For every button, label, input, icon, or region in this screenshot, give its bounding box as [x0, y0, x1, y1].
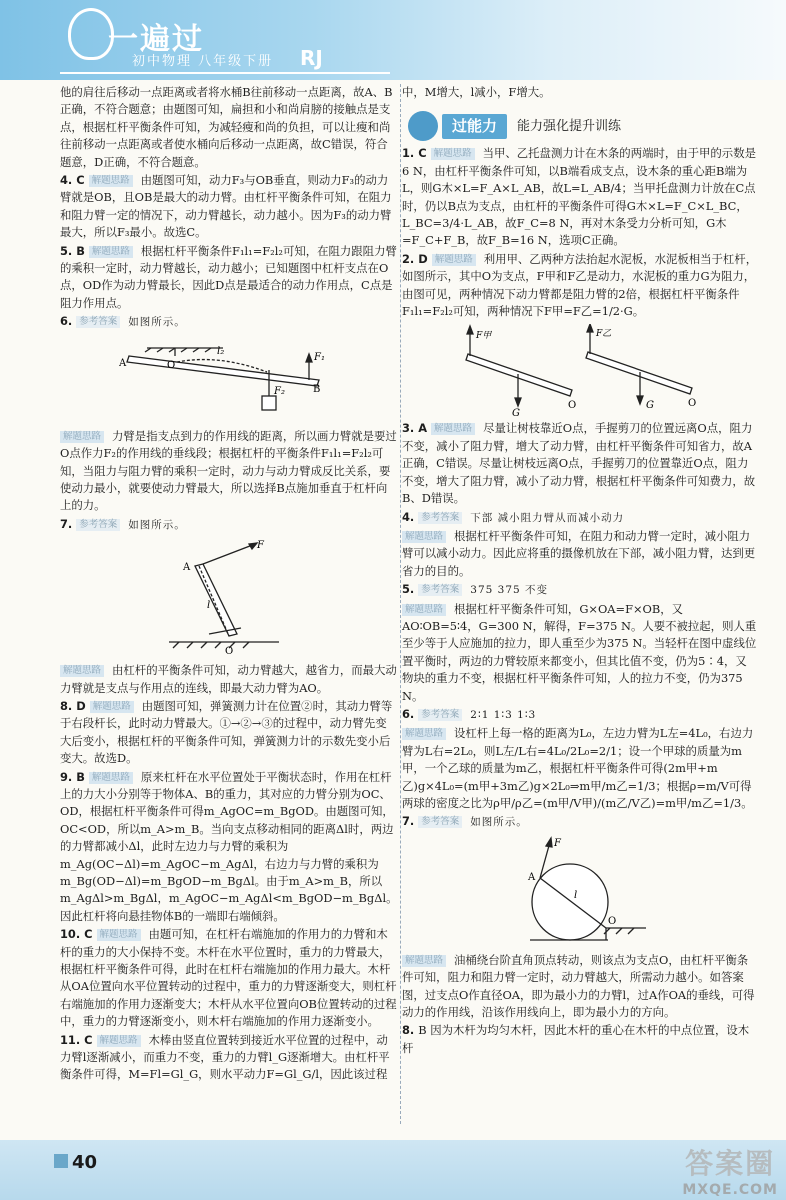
continued-paragraph: 他的肩往后移动一点距离或者将水桶B往前移动一点距离，故A、B正确，不符合题意；由题图可知，扁担和小和尚肩膀的接触点是支点，根据杠杆平衡条件可知，为减轻瘦和尚的负担，可以让瘦和尚往前移动一点距离或者使水桶向后移动一点距离，故C错误，符合题意，D正确，不符合题意。 [60, 85, 393, 169]
item-number: 5. [402, 582, 415, 597]
answer-item-11 [60, 1032, 398, 1084]
answer-item-6 [60, 313, 398, 331]
item-number: 8. [402, 1023, 415, 1038]
section-title: 能力强化提升训练 [517, 118, 622, 134]
item-text: 利用甲、乙两种方法抬起水泥板，水泥板相当于杠杆，如图所示，其中O为支点，F甲和F乙是动力，水泥板的重力G为阻力，由图可见，两种情况下动力臂都是阻力臂的2倍，根据杠杆平衡条件F₁l₁=F₂l₂可知，两种情况下F甲=F乙=1/2·G。 [402, 251, 758, 319]
answer-item-r6 [402, 706, 758, 724]
analysis-tag: 解题思路 [402, 531, 446, 543]
lever-figure-7 [149, 538, 309, 658]
answer-item-r5 [402, 581, 758, 599]
analysis-tag: 解题思路 [402, 955, 446, 967]
item-number: 6. [402, 706, 415, 721]
item-text: 尽量让树枝靠近O点，手握剪刀的位置远离O点，阻力不变，减小了阻力臂，增大了动力臂，由杠杆平衡条件可知省力，故A正确，C错误。尽量让树枝远离O点，手握剪刀的位置靠近O点，阻力不变，增大了阻力臂，减小了动力臂，根据杠杆平衡条件可知费力，故B、D错误。 [402, 421, 756, 506]
watermark-url: MXQE.COM [682, 1182, 778, 1198]
answer-item-8 [60, 698, 398, 768]
analysis-tag: 解题思路 [97, 929, 141, 941]
gravity-label-right: G [646, 400, 654, 412]
item-text: 木棒由竖直位置转到接近水平位置的过程中，动力臂l逐渐减小，而重力不变，重力的力臂l_G逐渐增大。由杠杆平衡条件可得，M=Fl=Gl_G，则水平动力F=Gl_G/l，因此该过程 [60, 1032, 390, 1082]
column-divider [400, 84, 401, 1124]
item-text: 由杠杆的平衡条件可知，动力臂越大，越省力，而最大动力臂就是支点与作用点的连线，即最大动力臂为AO。 [60, 663, 397, 695]
item-number: 9. B [60, 769, 85, 784]
continued-paragraph: 中，M增大，l减小，F增大。 [402, 85, 551, 99]
page-number: 40 [72, 1152, 98, 1173]
item-text: 当甲、乙托盘测力计在木条的两端时，由于甲的示数是6 N，由杠杆平衡条件可知，以B端看成支点，设木条的重心距B端为L，则G木×L=F_A×L_AB，故L=L_AB/4；当甲托盘测力计放在C点时，仍以B点为支点，由杠杆的平衡条件可得G木×L=F_C×L_BC，L_BC=3/4·L_AB，故F_C=8 N，再对木条受力分析可知，G木=F_C+F_B，故F_B=16 N，选项C正确。 [402, 146, 756, 248]
lever-figure-6 [119, 336, 339, 424]
header-banner [0, 0, 786, 80]
analysis-tag: 解题思路 [402, 604, 446, 616]
answer-item-r1 [402, 145, 758, 249]
pivot-label-O-left: O [568, 400, 577, 412]
analysis-tag: 解题思路 [90, 701, 134, 713]
answer-item-r3 [402, 420, 758, 507]
answer-item-r4 [402, 509, 758, 527]
right-column [402, 84, 758, 1058]
item-answer: 375 375 不变 [470, 584, 549, 597]
item-answer: 2∶1 1∶3 1∶3 [470, 708, 537, 721]
section-header [408, 111, 758, 141]
item-text: 根据杠杆平衡条件可知，在阻力和动力臂一定时，减小阻力臂可以减小动力。因此应将重的摄像机放在下部，减小阻力臂，达到更省力的目的。 [402, 528, 756, 578]
answer-item-7-analysis [60, 662, 398, 697]
answer-item-r7-analysis [402, 952, 758, 1022]
force-label-F: F [554, 837, 561, 849]
answer-item-9 [60, 769, 398, 926]
brand-title: 一遍过 [108, 22, 204, 57]
answer-item-r4-analysis [402, 528, 758, 580]
answer-tag: 参考答案 [418, 816, 462, 828]
answer-item-r7 [402, 813, 758, 831]
section-box-label: 过能力 [442, 114, 507, 139]
item-number: 7. [402, 814, 415, 829]
book-subtitle: 初中物理 八年级下册 [132, 54, 274, 69]
pivot-label-O: O [225, 646, 234, 658]
answer-item-r6-analysis [402, 725, 758, 812]
answer-item-6-analysis [60, 428, 398, 515]
force-label-F1: F₁ [314, 351, 325, 363]
analysis-tag: 解题思路 [402, 728, 446, 740]
item-number: 1. C [402, 146, 427, 161]
analysis-tag: 解题思路 [431, 148, 475, 160]
answer-tag: 参考答案 [418, 584, 462, 596]
answer-item-r5-analysis [402, 601, 758, 705]
item-answer: 如图所示。 [128, 518, 186, 531]
item-number: 8. D [60, 698, 86, 713]
point-label-A: A [183, 562, 191, 574]
arm-label-l: l [207, 600, 211, 612]
answer-item-4 [60, 172, 398, 242]
page-marker-icon [54, 1154, 68, 1168]
item-answer: 下部 减小阻力臂从而减小动力 [470, 511, 625, 524]
answer-tag: 参考答案 [76, 316, 120, 328]
point-label-A: A [119, 357, 127, 369]
force-label-F: F [257, 540, 264, 552]
edition-label: RJ [300, 46, 323, 70]
item-number: 4. [402, 509, 415, 524]
arm-label-l: l [574, 889, 578, 901]
item-text: 设杠杆上每一格的距离为L₀，左边力臂为L左=4L₀，右边力臂为L右=2L₀，则L左/L右=4L₀/2L₀=2/1；设一个甲球的质量为m甲，一个乙球的质量为m乙，根据杠杆平衡条件可得(2m甲+m乙)g×4L₀=(m甲+3m乙)g×2L₀⇒m甲/m乙=1/3；根据ρ=m/V可得两球的密度之比为ρ甲/ρ乙=(m甲/V甲)/(m乙/V乙)=m甲/m乙=1/3。 [402, 726, 754, 810]
analysis-tag: 解题思路 [431, 423, 475, 435]
answer-item-r2 [402, 251, 758, 321]
pivot-label-O: O [608, 915, 617, 927]
point-label-B: B [313, 383, 321, 395]
item-number: 3. A [402, 421, 428, 436]
item-text: 根据杠杆平衡条件F₁l₁=F₂l₂可知，在阻力跟阻力臂的乘积一定时，动力臂越长，动力越小；已知题图中杠杆支点在O点，OD作为动力臂最长，因此D点是最适合的动力作用点，C点是阻力作用点。 [60, 243, 397, 310]
item-number: 6. [60, 314, 73, 329]
answer-tag: 参考答案 [76, 519, 120, 531]
analysis-tag: 解题思路 [60, 665, 104, 677]
item-number: 2. D [402, 251, 428, 266]
checkmark-badge-icon [408, 111, 438, 141]
item-answer: 如图所示。 [128, 316, 186, 329]
item-text: 油桶绕台阶直角顶点转动，则该点为支点O，由杠杆平衡条件可知，阻力和阻力臂一定时，动力臂越大，所需动力越小。如答案图，过支点O作直径OA，即为最小力的力臂l，过A作OA的垂线，可得动力的作用线，沿该作用线向上，即为最小力的方向。 [402, 952, 755, 1020]
pivot-label-O: O [167, 359, 176, 371]
arm-label-l2: l₂ [217, 345, 225, 357]
watermark [682, 1142, 778, 1198]
item-text: B 因为木杆为均匀木杆，因此木杆的重心在木杆的中点位置，设木杆 [402, 1023, 750, 1055]
answer-item-10 [60, 926, 398, 1030]
watermark-text: 答案圈 [685, 1147, 776, 1180]
barrel-step-figure [510, 836, 650, 948]
force-label-F-yi: F乙 [596, 329, 612, 340]
answer-item-5 [60, 243, 398, 313]
force-label-F-jia: F甲 [476, 331, 492, 342]
analysis-tag: 解题思路 [97, 1035, 141, 1047]
item-text: 原来杠杆在水平位置处于平衡状态时，作用在杠杆上的力大小分别等于物体A、B的重力，其对应的力臂分别为OC、OD，根据杠杆平衡条件可得m_AgOC=m_BgOD。由题图可知，OC<OD，所以m_A>m_B。当向支点移动相同的距离Δl时，两边的力臂都减小Δl，此时左边力与力臂的乘积为m_Ag(OC−Δl)=m_AgOC−m_AgΔl，右边力与力臂的乘积为m_Bg(OD−Δl)=m_BgOD−m_BgΔl。由于m_A>m_B，所以m_AgΔl>m_BgΔl，m_AgOC−m_AgΔl<m_BgOD−m_BgΔl。因此杠杆将向悬挂物体B的一端即右端倾斜。 [60, 769, 398, 923]
pivot-label-O-right: O [688, 398, 697, 410]
item-text: 由题图可知，弹簧测力计在位置②时，其动力臂等于右段杆长，此时动力臂最大。①→②→③的过程中，动力臂先变大后变小，根据杠杆的平衡条件可知，弹簧测力计的示数先变小后变大。故选D。 [60, 698, 393, 766]
page-footer [0, 1140, 786, 1200]
force-label-F2: F₂ [274, 385, 285, 397]
item-number: 10. C [60, 927, 93, 942]
item-answer: 如图所示。 [470, 816, 528, 829]
gravity-label-left: G [512, 408, 520, 417]
analysis-tag: 解题思路 [89, 175, 133, 187]
answer-tag: 参考答案 [418, 512, 462, 524]
analysis-tag: 解题思路 [60, 431, 104, 443]
analysis-tag: 解题思路 [89, 246, 133, 258]
answer-tag: 参考答案 [418, 709, 462, 721]
header-underline [60, 72, 390, 74]
slab-lift-figure [460, 324, 700, 416]
answer-item-r8 [402, 1022, 758, 1057]
item-text: 根据杠杆平衡条件可知，G×OA=F×OB，又AO∶OB=5∶4，G=300 N，解得，F=375 N。人要不被拉起，则人重至少等于人应施加的拉力，即人重至少为375 N。当轻杆在图中虚线位置平衡时，两边的力臂较原来都变小，但其比值不变，仍为5∶4，又物块的重力不变，根据杠杆平衡条件可知，人的拉力不变，仍为375 N。 [402, 601, 757, 703]
left-column [60, 84, 398, 1085]
item-text: 由题图可知，动力F₃与OB垂直，则动力F₃的动力臂就是OB，且OB是最大的动力臂。由杠杆平衡条件可知，在阻力和阻力臂一定的情况下，动力臂越长，动力越小。因为F₃的动力臂最大，所以F₃最小。故选C。 [60, 173, 392, 240]
item-text: 由题可知，在杠杆右端施加的作用力的力臂和木杆的重力的大小保持不变。木杆在水平位置时，重力的力臂最大，根据杠杆平衡条件可得，此时在杠杆右端施加的作用力最大。木杆从OA位置向水平位置转动的过程中，重力的力臂逐渐变大，则杠杆右端施加的作用力逐渐变大；木杆从水平位置向OB位置转动的过程中，重力的力臂逐渐变小，则木杆右端施加的作用力逐渐变小。 [60, 927, 397, 1029]
answer-item-7 [60, 516, 398, 534]
item-text: 力臂是指支点到力的作用线的距离，所以画力臂就是要过O点作力F₂的作用线的垂线段；根据杠杆的平衡条件F₁l₁=F₂l₂可知，当阻力与阻力臂的乘积一定时，动力与动力臂成反比关系，要使动力最小，就要使动力臂最大，所以选择B点施加垂直于杠杆向上的力。 [60, 428, 397, 513]
point-label-A: A [528, 871, 536, 883]
item-number: 4. C [60, 173, 85, 188]
item-number: 5. B [60, 243, 85, 258]
analysis-tag: 解题思路 [89, 772, 133, 784]
analysis-tag: 解题思路 [432, 254, 476, 266]
item-number: 11. C [60, 1032, 93, 1047]
item-number: 7. [60, 516, 73, 531]
